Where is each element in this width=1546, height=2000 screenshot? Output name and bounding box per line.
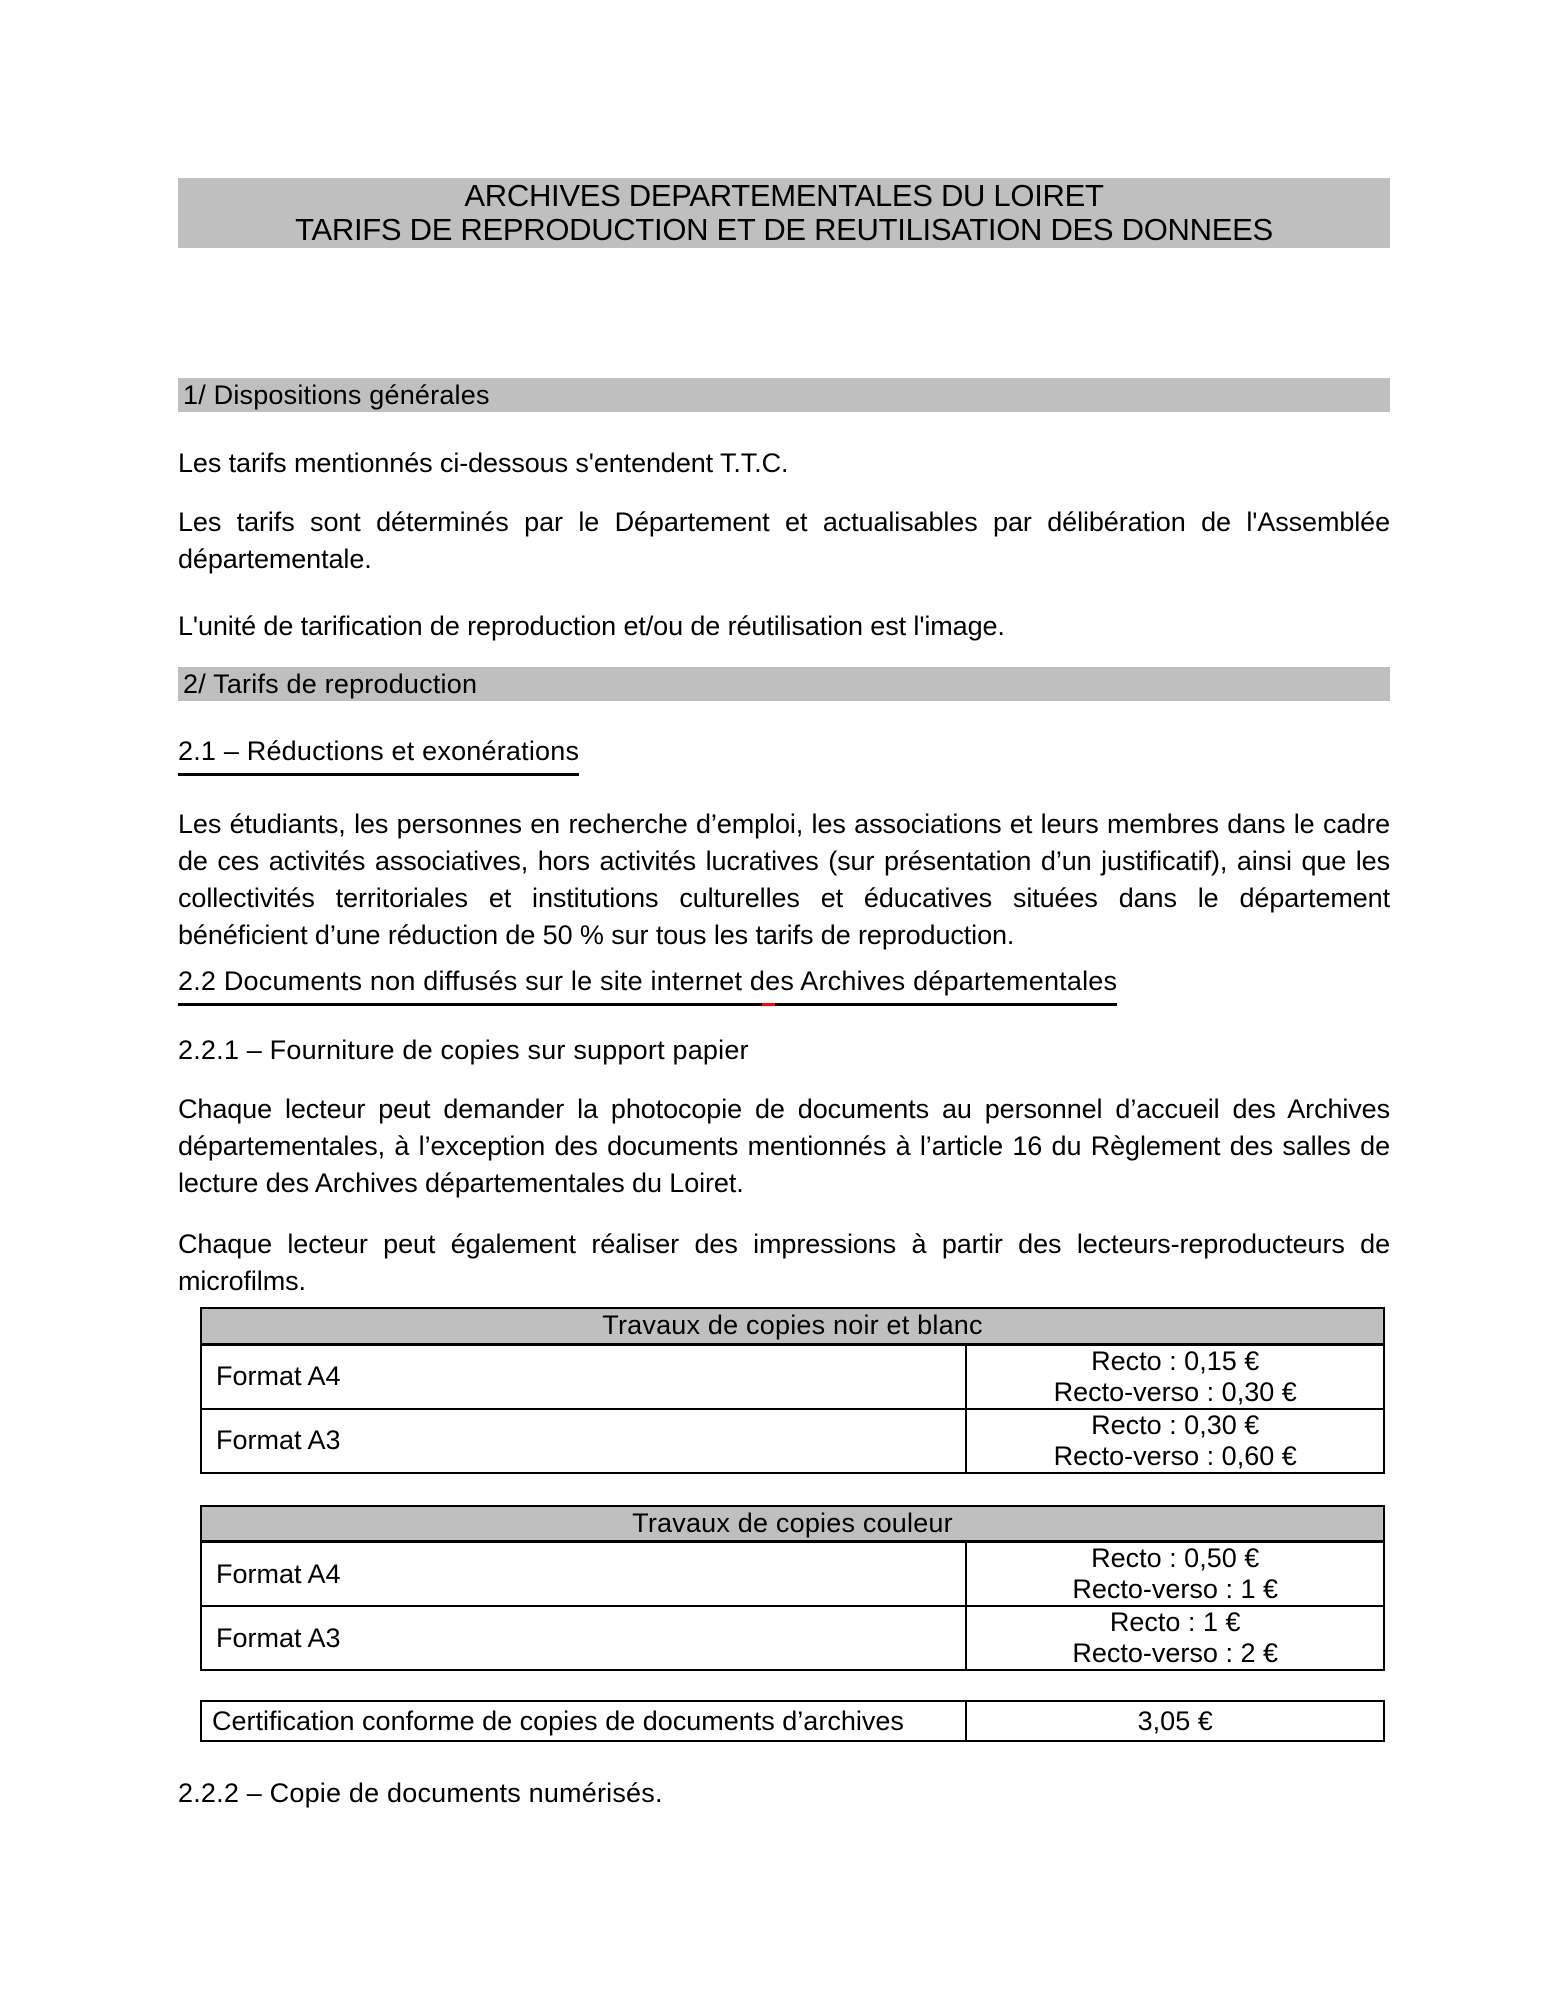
heading-2-2-wrap <box>178 963 1390 1006</box>
page-content <box>178 0 1390 1812</box>
heading-2-2-documents-non-diffuses <box>178 963 1117 1006</box>
price-recto: Recto : 0,15 € <box>1091 1345 1260 1376</box>
table-title-couleur: Travaux de copies couleur <box>201 1506 1384 1542</box>
paragraph-unite-tarification: L'unité de tarification de reproduction et/ou de réutilisation est l'image. <box>178 611 1005 641</box>
price-recto-verso: Recto-verso : 0,60 € <box>1053 1440 1297 1471</box>
heading-2-2-1-fourniture-copies: 2.2.1 – Fourniture de copies sur support papier <box>178 1035 749 1065</box>
section-heading-tarifs-reproduction: 2/ Tarifs de reproduction <box>178 667 1390 701</box>
price-recto: Recto : 0,30 € <box>1091 1409 1260 1440</box>
spellcheck-underline-mark <box>762 1003 775 1006</box>
table-header-row <box>201 1308 1384 1344</box>
table-certification <box>200 1700 1385 1742</box>
certification-price: 3,05 € <box>966 1701 1384 1741</box>
table-row <box>201 1409 1384 1473</box>
price-recto: Recto : 1 € <box>1109 1607 1241 1637</box>
heading-2-1-wrap <box>178 733 1390 776</box>
price-recto-verso: Recto-verso : 0,30 € <box>1053 1376 1297 1407</box>
format-a3-prices <box>966 1606 1384 1670</box>
table-row <box>201 1542 1384 1607</box>
paragraph-tarifs-determines: Les tarifs sont déterminés par le Département et actualisables par délibération de l'Assemblée départementale. <box>178 507 1390 574</box>
certification-label: Certification conforme de copies de documents d’archives <box>201 1701 966 1741</box>
format-a3-label: Format A3 <box>201 1409 966 1473</box>
paragraph-reductions-beneficiaires: Les étudiants, les personnes en recherche d’emploi, les associations et leurs membres dans le cadre de ces activités associatives, hors activités lucratives (sur présentation d’un justificatif), ainsi que les collectivités territoriales et institutions culturelles et éducatives situées dans le département bénéficient d’une réduction de 50 % sur tous les tarifs de reproduction. <box>178 809 1390 950</box>
title-line-2: TARIFS DE REPRODUCTION ET DE REUTILISATION DES DONNEES <box>295 212 1273 247</box>
format-a3-prices <box>966 1409 1384 1473</box>
table-copies-couleur <box>200 1505 1385 1672</box>
format-a4-prices <box>966 1344 1384 1409</box>
title-banner <box>178 178 1390 248</box>
heading-2-2-2-copie-numerises: 2.2.2 – Copie de documents numérisés. <box>178 1778 663 1808</box>
table-row <box>201 1344 1384 1409</box>
format-a4-label: Format A4 <box>201 1542 966 1607</box>
paragraph-photocopie-demande: Chaque lecteur peut demander la photocopie de documents au personnel d’accueil des Archives départementales, à l’exception des documents mentionnés à l’article 16 du Règlement des salles de lecture des Archives départementales du Loiret. <box>178 1094 1390 1198</box>
price-recto-verso: Recto-verso : 2 € <box>1072 1638 1278 1668</box>
section-heading-dispositions: 1/ Dispositions générales <box>178 378 1390 412</box>
price-recto-verso: Recto-verso : 1 € <box>1072 1574 1278 1604</box>
title-line-1: ARCHIVES DEPARTEMENTALES DU LOIRET <box>464 178 1104 213</box>
table-header-row <box>201 1506 1384 1542</box>
paragraph-ttc: Les tarifs mentionnés ci-dessous s'entendent T.T.C. <box>178 448 789 478</box>
heading-2-2-text: 2.2 Documents non diffusés sur le site internet des Archives départementales <box>178 966 1118 996</box>
format-a4-prices <box>966 1542 1384 1607</box>
paragraph-lecteurs-reproducteurs: Chaque lecteur peut également réaliser des impressions à partir des lecteurs-reproducteurs de microfilms. <box>178 1229 1390 1296</box>
table-row <box>201 1606 1384 1670</box>
format-a3-label: Format A3 <box>201 1606 966 1670</box>
format-a4-label: Format A4 <box>201 1344 966 1409</box>
heading-2-1-reductions: 2.1 – Réductions et exonérations <box>178 733 579 776</box>
table-copies-noir-et-blanc <box>200 1307 1385 1474</box>
table-row <box>201 1701 1384 1741</box>
table-title-noir-et-blanc: Travaux de copies noir et blanc <box>201 1308 1384 1344</box>
price-recto: Recto : 0,50 € <box>1091 1543 1260 1573</box>
